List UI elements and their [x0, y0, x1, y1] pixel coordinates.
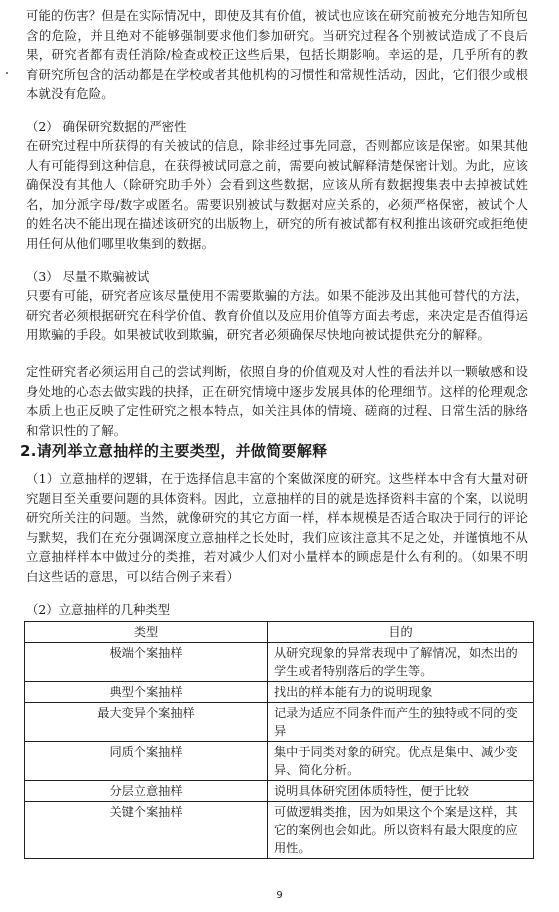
paragraph-qualitative-ethics: 定性研究者必须运用自己的尝试判断，依照自身的价值观及对人性的看法并以一颗敏感和设身处地的心态去做实践的抉择，正在研究情境中逐步发展具体的伦理细节。这样的伦理观念本质上也正反映了定性研究之根本特点，如关注具体的情境、磋商的过程、日常生活的脉络和常识性的了解。 — [26, 364, 528, 438]
sampling-types-table — [24, 621, 534, 859]
subheading-no-deception: （3） 尽量不欺骗被试 — [26, 269, 150, 284]
header-type: 类型 — [25, 622, 268, 643]
header-goal: 目的 — [268, 622, 534, 643]
subheading-sampling-types: （2）立意抽样的几种类型 — [26, 602, 171, 617]
cell-type: 同质个案抽样 — [25, 742, 268, 781]
cell-type: 分层立意抽样 — [25, 781, 268, 802]
cell-goal: 可做逻辑类推，因为如果这个个案是这样，其它的案例也会如此。所以资料有最大限度的应用性。 — [268, 802, 534, 859]
scan-speck — [6, 72, 8, 74]
cell-goal: 记录为适应不同条件而产生的独特或不同的变异 — [268, 703, 534, 742]
cell-goal: 说明具体研究团体质特性，便于比较 — [268, 781, 534, 802]
table-row — [25, 682, 534, 703]
paragraph-risk-disclosure: 可能的伤害？但是在实际情况中，即使及其有价值，被试也应该在研究前被充分地告知所包含的危险，并且绝对不能够强制要求他们参加研究。当研究过程各个别被试造成了不良后果，研究者都有责任消除/检查或校正这些后果，包括长期影响。幸运的是，几乎所有的教育研究所包含的活动都是在学校或者其他机构的习惯性和常规性活动，因此，它们很少或根本就没有危险。 — [26, 8, 528, 102]
cell-type: 关键个案抽样 — [25, 802, 268, 859]
table-row — [25, 742, 534, 781]
cell-type: 典型个案抽样 — [25, 682, 268, 703]
table-row — [25, 802, 534, 859]
paragraph-purposive-sampling-logic: （1）立意抽样的逻辑，在于选择信息丰富的个案做深度的研究。这些样本中含有大量对研究题目至关重要问题的具体资料。因此，立意抽样的目的就是选择资料丰富的个案，以说明研究所关注的问题。当然，就像研究的其它方面一样，样本规模是否适合取决于同行的评论与默契，我们在充分强调深度立意抽样之长处时，我们应该注意其不足之处，并谨慎地不从立意抽样样本中做过分的类推，若对减少人们对小量样本的顾虑是什么有利的。（如果不明白这些话的意思，可以结合例子来看） — [26, 471, 528, 584]
cell-goal: 集中于同类对象的研究。优点是集中、减少变异、简化分析。 — [268, 742, 534, 781]
subheading-data-confidentiality: （2） 确保研究数据的严密性 — [26, 119, 187, 134]
table-row — [25, 643, 534, 682]
question-heading: 2.请列举立意抽样的主要类型，并做简要解释 — [20, 442, 328, 460]
paragraph-no-deception: 只要有可能，研究者应该尽量使用不需要欺骗的方法。如果不能涉及出其他可替代的方法，研究者必须根据研究在科学价值、教育价值以及应用价值等方面去考虑，来决定是否值得运用欺骗的手段。如果被试收到欺骗，研究者必须确保尽快地向被试提供充分的解释。 — [26, 288, 528, 343]
cell-goal: 从研究现象的异常表现中了解情况，如杰出的学生或者特别落后的学生等。 — [268, 643, 534, 682]
cell-goal: 找出的样本能有力的说明现象 — [268, 682, 534, 703]
cell-type: 极端个案抽样 — [25, 643, 268, 682]
cell-type: 最大变异个案抽样 — [25, 703, 268, 742]
table-header-row — [25, 622, 534, 643]
table-row — [25, 781, 534, 802]
table-row — [25, 703, 534, 742]
paragraph-data-confidentiality: 在研究过程中所获得的有关被试的信息，除非经过事先同意，否则都应该是保密。如果其他人有可能得到这种信息，在获得被试同意之前，需要向被试解释清楚保密计划。为此，应该确保没有其他人（除研究助手外）会看到这些数据，应该从所有数据搜集表中去掉被试姓名，加分派字母/数字或匿名。需要识别被试与数据对应关系的，必须严格保密，被试个人的姓名决不能出现在描述该研究的出版物上，研究的所有被试都有权利推出该研究或拒绝使用任何从他们哪里收集到的数据。 — [26, 138, 528, 251]
page-number: 9 — [276, 890, 283, 901]
